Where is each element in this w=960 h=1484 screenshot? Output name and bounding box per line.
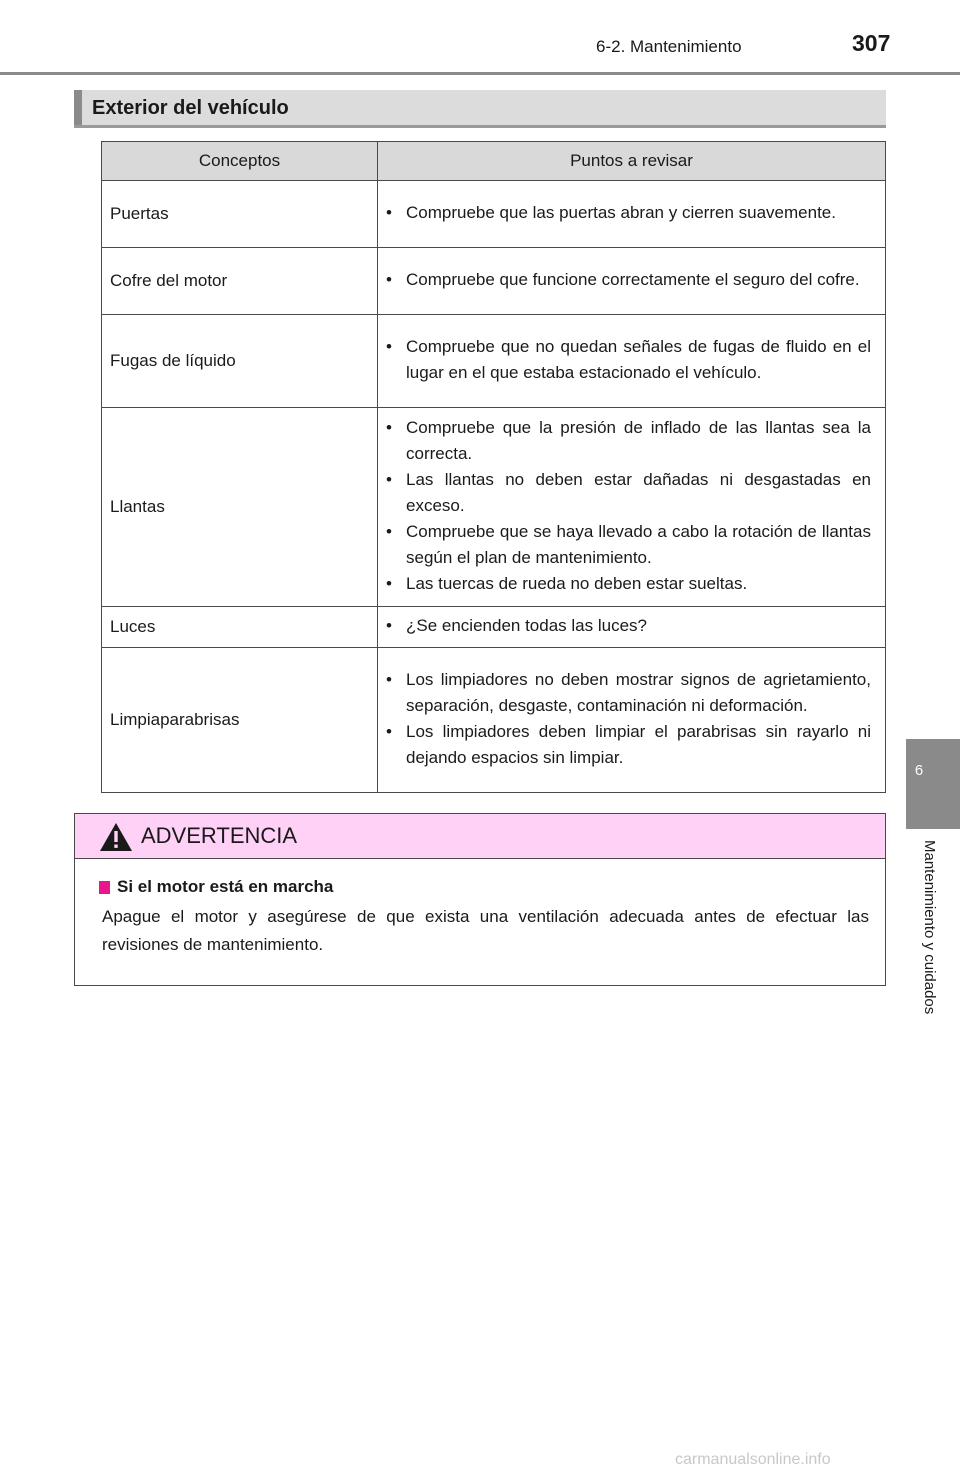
inspection-table [101, 141, 886, 793]
section-heading-bar [74, 90, 82, 125]
warning-box [74, 813, 886, 986]
list-item: • Compruebe que funcione correctamente el seguro del cofre. [386, 270, 860, 289]
list-item: • Las tuercas de rueda no deben estar sueltas. [386, 574, 748, 593]
table-row [102, 607, 886, 648]
header-rule [0, 72, 960, 75]
list-item: • Compruebe que la presión de inflado de las llantas sea la correcta. [386, 418, 871, 463]
table-row [102, 315, 886, 408]
table-row [102, 408, 886, 607]
column-header-points: Puntos a revisar [378, 142, 886, 181]
warning-subheading-text: Si el motor está en marcha [117, 877, 334, 896]
warning-header [75, 814, 885, 859]
concept-cell: Puertas [102, 181, 378, 248]
warning-triangle-icon [99, 822, 133, 852]
square-bullet-icon [99, 881, 110, 894]
list-item: • ¿Se encienden todas las luces? [386, 616, 647, 635]
column-header-concepts: Conceptos [102, 142, 378, 181]
list-item: • Los limpiadores no deben mostrar signos de agrietamiento, separación, desgaste, contaminación ni deformación. [386, 670, 871, 715]
concept-cell: Limpiaparabrisas [102, 648, 378, 793]
warning-title: ADVERTENCIA [141, 823, 298, 848]
table-header-row [102, 142, 886, 181]
warning-text: Apague el motor y asegúrese de que exista una ventilación adecuada antes de efectuar las revisiones de mantenimiento. [102, 907, 869, 954]
list-item: • Compruebe que las puertas abran y cierren suavemente. [386, 203, 836, 222]
table-row [102, 181, 886, 248]
concept-cell: Cofre del motor [102, 248, 378, 315]
page-number: 307 [852, 30, 891, 56]
watermark: carmanualsonline.info [675, 1451, 831, 1468]
section-heading [74, 90, 886, 128]
list-item: • Compruebe que se haya llevado a cabo la rotación de llantas según el plan de mantenimiento. [386, 522, 871, 567]
table-row [102, 248, 886, 315]
points-cell [378, 408, 886, 607]
table-row [102, 648, 886, 793]
header-section-title: 6-2. Mantenimiento [596, 37, 742, 56]
warning-subheading [99, 877, 869, 897]
concept-cell: Fugas de líquido [102, 315, 378, 408]
chapter-tab-number: 6 [914, 762, 924, 779]
chapter-tab [906, 739, 960, 829]
concept-cell: Llantas [102, 408, 378, 607]
chapter-tab-title: Mantenimiento y cuidados [921, 840, 938, 1015]
points-cell [378, 248, 886, 315]
points-cell [378, 315, 886, 408]
points-cell [378, 648, 886, 793]
points-cell [378, 607, 886, 648]
list-item: • Los limpiadores deben limpiar el parabrisas sin rayarlo ni dejando espacios sin limpiar. [386, 722, 871, 767]
section-title: Exterior del vehículo [92, 97, 289, 119]
warning-body [75, 859, 885, 959]
points-cell [378, 181, 886, 248]
list-item: • Compruebe que no quedan señales de fugas de fluido en el lugar en el que estaba estacionado el vehículo. [386, 337, 871, 382]
concept-cell: Luces [102, 607, 378, 648]
list-item: • Las llantas no deben estar dañadas ni desgastadas en exceso. [386, 470, 871, 515]
